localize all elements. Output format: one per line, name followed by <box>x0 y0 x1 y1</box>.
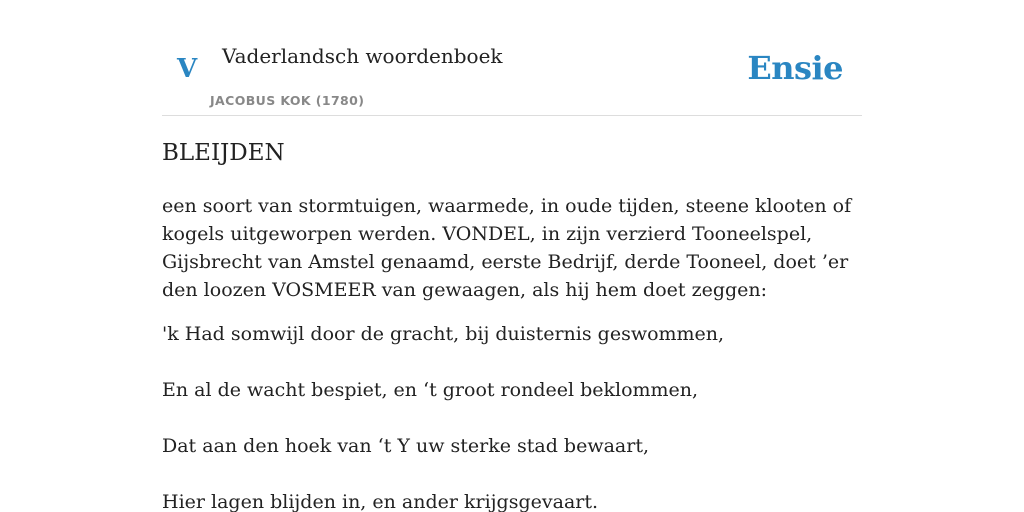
verse-line: 'k Had somwijl door de gracht, bij duisternis geswommen, <box>162 323 725 345</box>
verse-line: Hier lagen blijden in, en ander krijgsgevaart. <box>162 491 599 512</box>
entry-definition: een soort van stormtuigen, waarmede, in oude tijden, steene klooten of kogels uitgeworpen werden. VONDEL, in zijn verzierd Tooneelspel, Gijsbrecht van Amstel genaamd, eerste Bedrijf, derde Tooneel, doet ’er den loozen VOSMEER van gewaagen, als hij hem doet zeggen: <box>162 195 852 301</box>
verse-line: En al de wacht bespiet, en ‘t groot rondeel beklommen, <box>162 379 699 401</box>
book-author: JACOBUS KOK (1780) <box>210 93 365 108</box>
book-initial-badge: V <box>177 54 198 84</box>
book-title[interactable]: Vaderlandsch woordenboek <box>222 44 503 68</box>
ensie-logo[interactable]: Ensie <box>747 49 843 87</box>
book-header <box>162 0 862 116</box>
entry-headword: BLEIJDEN <box>162 140 285 166</box>
page-container <box>162 0 862 512</box>
verse-line: Dat aan den hoek van ‘t Y uw sterke stad bewaart, <box>162 435 650 457</box>
